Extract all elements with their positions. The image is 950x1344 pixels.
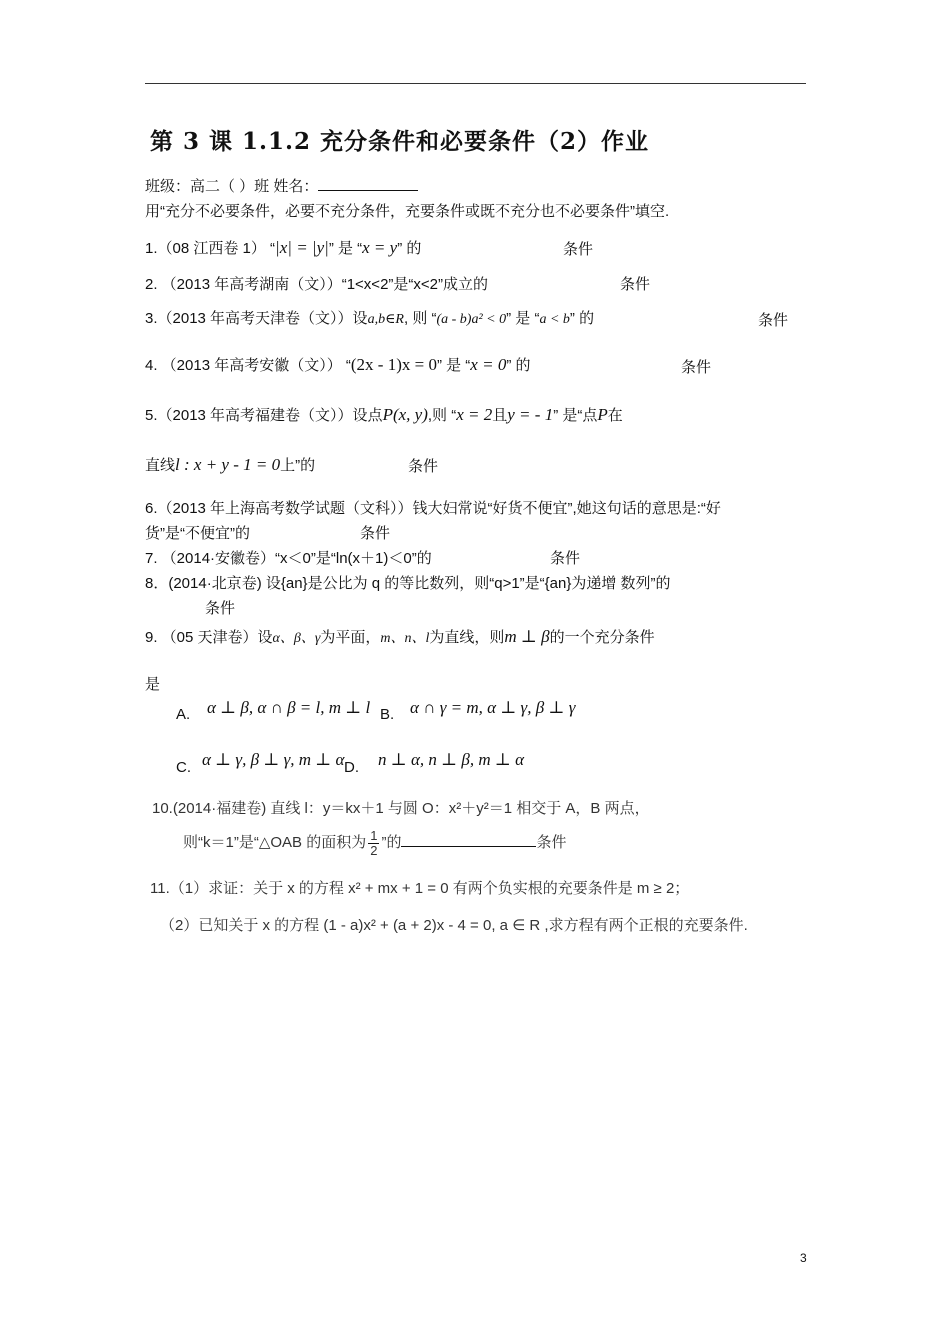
- q5b-math-1: l : x + y - 1 = 0: [175, 455, 281, 474]
- question-1: [145, 238, 421, 259]
- q5-math-3: y = - 1: [507, 405, 554, 424]
- q3-math-3: a < b: [539, 312, 570, 327]
- q5b-end: 上”的: [280, 457, 316, 474]
- q10-blank[interactable]: [401, 832, 536, 847]
- question-6-line-2: 货”是“不便宜”的: [145, 525, 250, 542]
- q9-option-a: α ⊥ β, α ∩ β = l, m ⊥ l: [207, 698, 371, 717]
- q1-math-2: x = y: [362, 238, 398, 257]
- q4-prefix: 4. （2013 年高考安徽（文）） “: [145, 357, 351, 374]
- question-10-line-2: [183, 826, 566, 860]
- question-11-line-2: （2）已知关于 x 的方程 (1 - a)x² + (a + 2)x - 4 = 0, a ∈ R ,求方程有两个正根的充要条件.: [160, 917, 748, 934]
- q8-tail: 条件: [205, 600, 236, 617]
- q9-end: 的一个充分条件: [549, 629, 655, 646]
- q9-math-2: m、n、l: [380, 631, 430, 646]
- q4-math-2: x = 0: [470, 355, 507, 374]
- q5b-prefix: 直线: [145, 457, 176, 474]
- q9-mid-1: 为平面，: [320, 629, 381, 646]
- q3-math-1: a,b∈R: [367, 312, 404, 327]
- fraction-one-half: [368, 829, 379, 858]
- q9-option-b: α ∩ γ = m, α ⊥ γ, β ⊥ γ: [410, 698, 576, 717]
- name-blank[interactable]: [318, 176, 418, 191]
- q5-prefix: 5.（2013 年高考福建卷（文））设点: [145, 407, 383, 424]
- q4-end: ” 的: [506, 357, 531, 374]
- question-9: [145, 627, 655, 649]
- question-5: [145, 405, 623, 426]
- q9-line-2: 是: [145, 676, 161, 693]
- q5-end: 在: [607, 407, 623, 424]
- page-number: 3: [800, 1251, 807, 1265]
- q4-math-1: (2x - 1)x = 0: [350, 355, 437, 374]
- question-11-line-1: 11.（1）求证：关于 x 的方程 x² + mx + 1 = 0 有两个负实根的充要条件是 m ≥ 2；: [150, 880, 690, 897]
- q1-prefix: 1.（08 江西卷 1） “: [145, 240, 276, 257]
- q1-end: ” 的: [397, 240, 422, 257]
- q5-math-2: x = 2: [456, 405, 493, 424]
- q9-math-1: α、β、γ: [272, 631, 321, 646]
- q5-math-1: P(x, y): [382, 405, 428, 424]
- q7-tail: 条件: [550, 550, 581, 567]
- q3-math-2: (a - b)a² < 0: [436, 312, 507, 327]
- q5-mid-3: ” 是“点: [553, 407, 598, 424]
- question-5-line-2: [145, 455, 315, 476]
- q3-prefix: 3.（2013 年高考天津卷（文））设: [145, 310, 368, 327]
- page-title: 第 3 课 1.1.2 充分条件和必要条件（2）作业: [150, 128, 650, 155]
- q9-option-a-label: A.: [176, 706, 191, 723]
- q9-mid-2: 为直线，则: [429, 629, 505, 646]
- q9-option-c: α ⊥ γ, β ⊥ γ, m ⊥ α: [202, 750, 345, 769]
- q5-mid-2: 且: [492, 407, 508, 424]
- q9-math-3: m ⊥ β: [504, 627, 550, 646]
- class-line-label: 班级：高二（ ）班 姓名：: [145, 178, 319, 195]
- fraction-numerator: 1: [370, 827, 378, 843]
- q1-math-1: |x| = |y|: [275, 238, 329, 257]
- q1-tail: 条件: [563, 241, 594, 258]
- q9-option-d: n ⊥ α, n ⊥ β, m ⊥ α: [378, 750, 525, 769]
- q3-end: ” 的: [569, 310, 595, 327]
- header-rule: [145, 83, 806, 84]
- fraction-denominator: 2: [370, 842, 378, 858]
- question-3: [145, 309, 594, 330]
- q9-prefix: 9. （05 天津卷）设: [145, 629, 273, 646]
- q9-option-b-label: B.: [380, 706, 395, 723]
- q10-post: ”的: [381, 834, 402, 851]
- q3-mid-1: , 则 “: [403, 310, 437, 327]
- q10-tail: 条件: [536, 834, 567, 851]
- instruction: 用“充分不必要条件，必要不充分条件，充要条件或既不充分也不必要条件”填空.: [145, 203, 670, 220]
- q2-tail: 条件: [620, 276, 651, 293]
- q9-option-c-label: C.: [176, 759, 191, 776]
- q4-tail: 条件: [681, 359, 712, 376]
- question-6-line-1: 6.（2013 年上海高考数学试题（文科））钱大妇常说“好货不便宜”,她这句话的意思是:“好: [145, 500, 721, 517]
- question-8: 8．(2014·北京卷) 设{an}是公比为 q 的等比数列，则“q>1”是“{an}为递增 数列”的: [145, 575, 671, 592]
- q5-tail: 条件: [408, 458, 439, 475]
- q3-mid-2: ” 是 “: [506, 310, 540, 327]
- q5-mid-1: ,则 “: [427, 407, 457, 424]
- q1-mid: ” 是 “: [328, 240, 363, 257]
- q9-option-d-label: D.: [344, 759, 359, 776]
- question-7: 7. （2014·安徽卷）“x＜0”是“ln(x＋1)＜0”的: [145, 550, 432, 567]
- q5-math-4: P: [597, 405, 608, 424]
- q4-mid: ” 是 “: [436, 357, 471, 374]
- q3-tail: 条件: [758, 312, 789, 329]
- q10-pre: 则“k＝1”是“△OAB 的面积为: [183, 834, 367, 851]
- question-4: [145, 355, 531, 376]
- q6-tail: 条件: [360, 525, 391, 542]
- question-10-line-1: 10.(2014·福建卷) 直线 l：y＝kx＋1 与圆 O：x²＋y²＝1 相交于 A，B 两点，: [152, 800, 650, 817]
- question-2: 2. （2013 年高考湖南（文））“1<x<2”是“x<2”成立的: [145, 276, 489, 293]
- class-name-line: [145, 176, 418, 197]
